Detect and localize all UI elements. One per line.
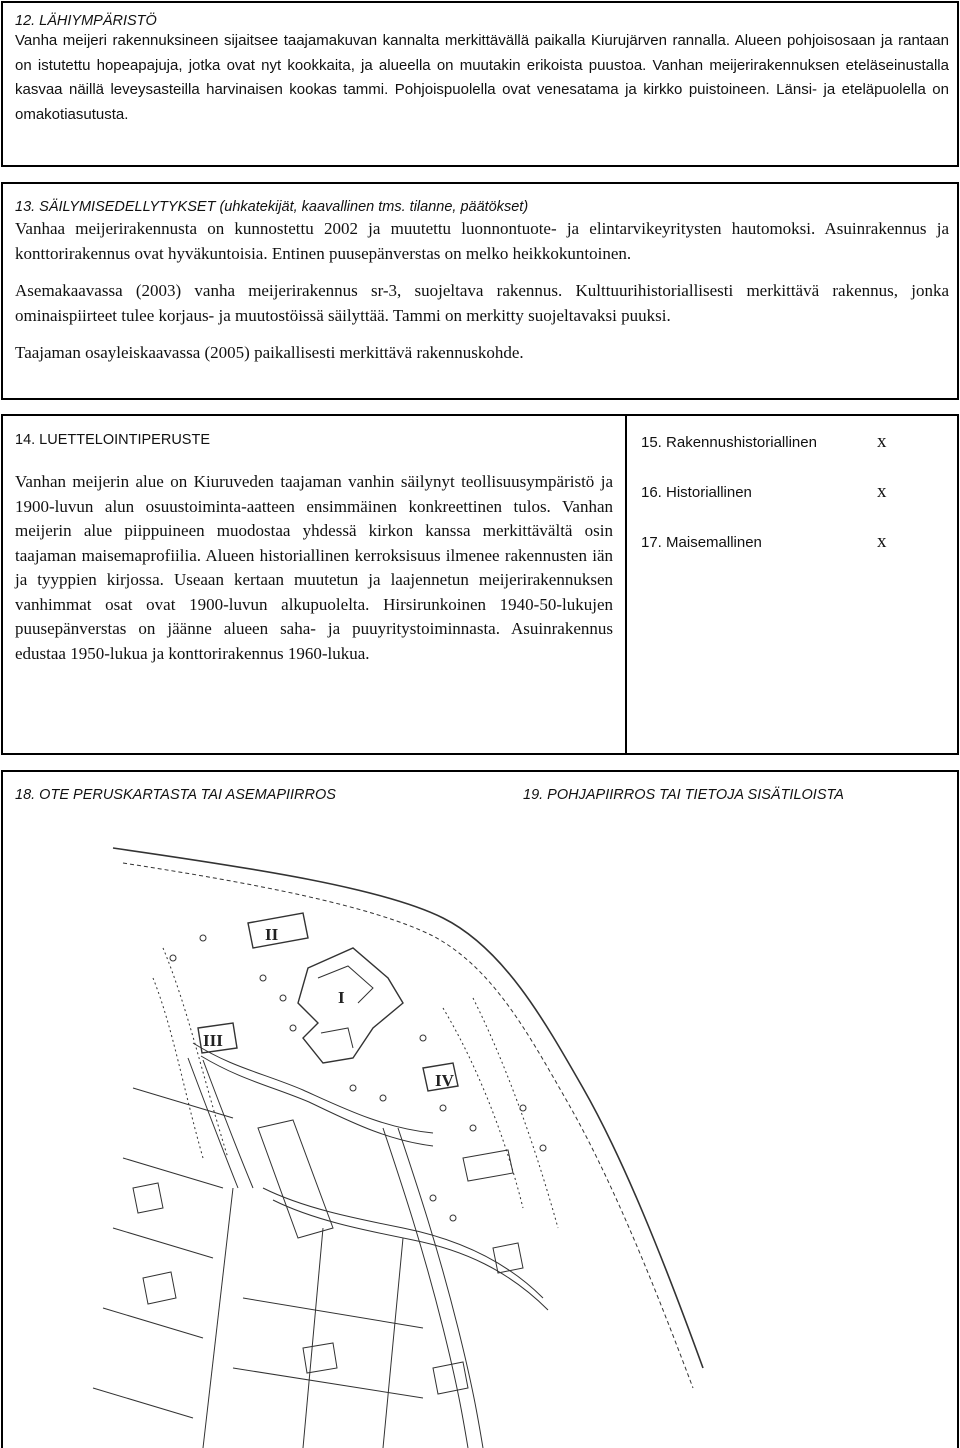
building-label-iii: III xyxy=(203,1031,223,1050)
section-13-title: 13. SÄILYMISEDELLYTYKSET (uhkatekijät, kaavallinen tms. tilanne, päätökset) xyxy=(15,199,529,215)
section-12-box xyxy=(1,1,959,167)
section-13-subtitle: (uhkatekijät, kaavallinen tms. tilanne, päätökset) xyxy=(219,199,529,215)
section-14-box xyxy=(1,414,627,755)
section-12-title: 12. LÄHIYMPÄRISTÖ xyxy=(15,13,157,29)
criteria-historiallinen: 16. Historiallinen x xyxy=(641,481,887,502)
criteria-box xyxy=(625,414,959,755)
section-13-box xyxy=(1,182,959,400)
section-18-title: 18. OTE PERUSKARTASTA TAI ASEMAPIIRROS xyxy=(15,787,336,803)
criteria-mark: x xyxy=(877,531,887,552)
section-19-title: 19. POHJAPIIRROS TAI TIETOJA SISÄTILOISTA xyxy=(523,787,844,803)
criteria-maisemallinen: 17. Maisemallinen x xyxy=(641,531,887,552)
section-14-title: 14. LUETTELOINTIPERUSTE xyxy=(15,432,210,448)
criteria-mark: x xyxy=(877,481,887,502)
section-12-text: Vanha meijeri rakennuksineen sijaitsee taajamakuvan kannalta merkittävällä paikalla Kiurujärven rannalla. Alueen pohjoisosaan ja rantaan on istutettu hopeapajuja, jotka ovat nyt kookkaita, ja alueella on muutakin erikoista puustoa. Vanhan meijerirakennuksen eteläseinustalla kasvaa näillä leveysasteilla harvinaisen kookas tammi. Pohjoispuolella ovat venesatama ja kirkko puistoineen. Länsi- ja eteläpuolella on omakotiasutusta. xyxy=(15,32,949,123)
section-13-paragraph-1: Vanhaa meijerirakennusta on kunnostettu 2002 ja muutettu luonnontuote- ja elintarvikeyritysten hautomoksi. Asuinrakennus ja konttorirakennus ovat hyväkuntoisia. Entinen puusepänverstas on melko heikkokuntoinen. xyxy=(15,219,949,263)
building-label-ii: II xyxy=(265,925,279,944)
building-label-i: I xyxy=(338,988,345,1007)
building-label-iv: IV xyxy=(435,1071,454,1090)
section-18-19-box xyxy=(1,770,959,1448)
section-13-paragraph-3: Taajaman osayleiskaavassa (2005) paikallisesti merkittävä rakennuskohde. xyxy=(15,343,524,362)
site-map xyxy=(3,828,713,1448)
section-13-paragraph-2: Asemakaavassa (2003) vanha meijerirakennus sr-3, suojeltava rakennus. Kulttuurihistoriallisesti merkittävä rakennus, jonka ominaispiirteet tulee korjaus- ja muutostöissä säilyttää. Tammi on merkitty suojeltavaksi puuksi. xyxy=(15,281,949,325)
section-14-text: Vanhan meijerin alue on Kiuruveden taajaman vanhin säilynyt teollisuusympäristö ja 1900-luvun alun osuustoiminta-aatteen ensimmäinen konkreettinen tulos. Vanhan meijerin alue piippuineen muodostaa yhdessä kirkon kanssa merkittävältä osin taajaman maisemaprofiilia. Alueen historiallinen kerroksisuus ilmenee rakennusten iän ja tyyppien kirjossa. Useaan kertaan muutetun ja laajennetun meijerirakennuksen vanhimmat osat ovat 1900-luvun alkupuolelta. Hirsirunkoinen 1940-50-lukujen puusepänverstas on jäänne alueen saha- ja puuyritystoiminnasta. Asuinrakennus edustaa 1950-lukua ja konttorirakennus 1960-lukua. xyxy=(15,472,613,663)
criteria-rakennushistoriallinen: 15. Rakennushistoriallinen x xyxy=(641,431,887,452)
criteria-mark: x xyxy=(877,431,887,452)
